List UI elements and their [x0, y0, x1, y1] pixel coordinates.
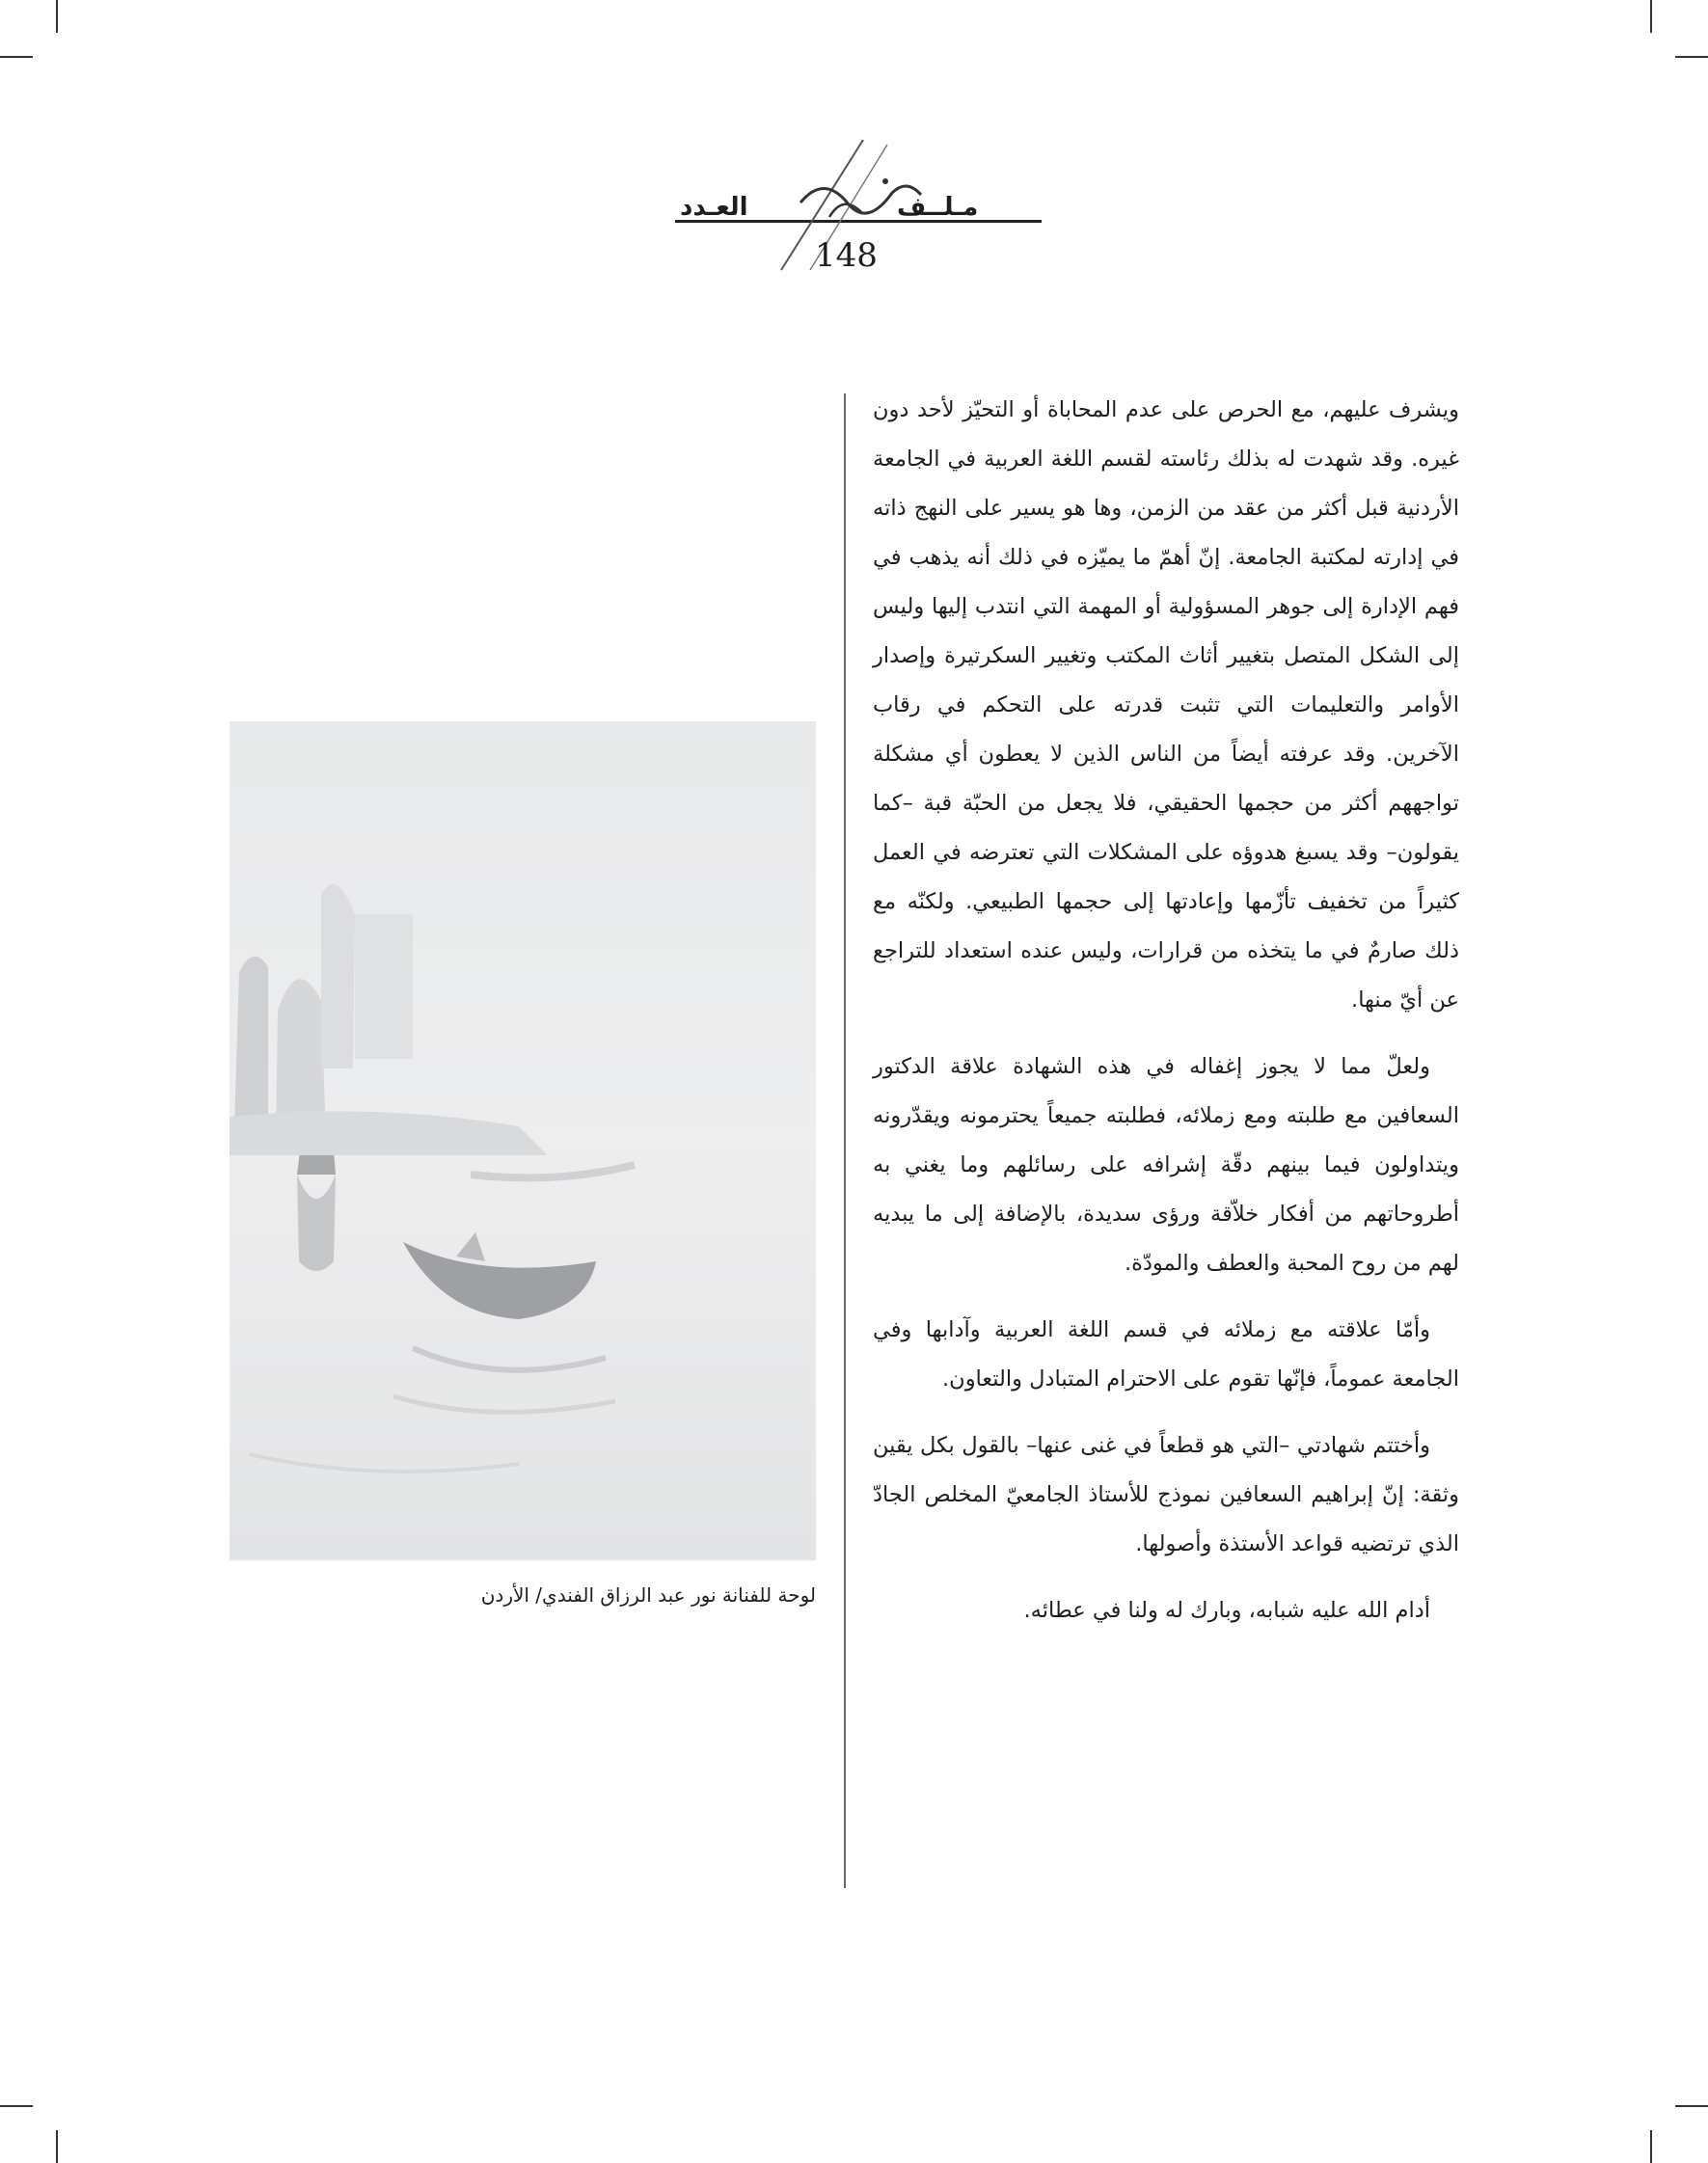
crop-mark: [0, 2105, 33, 2107]
crop-mark: [56, 2130, 58, 2163]
page-number: 148: [815, 236, 878, 275]
crop-mark: [1675, 2105, 1708, 2107]
section-label: مـلــف: [897, 193, 979, 222]
artwork-painting: [230, 721, 816, 1560]
article-paragraph: وأختتم شهادتي –التي هو قطعاً في غنى عنها– بالقول بكل يقين وثقة: إنّ إبراهيم السعافين نموذج للأستاذ الجامعيّ المخلص الجادّ الذي ترتضيه قواعد الأستذة وأصولها.: [873, 1433, 1459, 1556]
article-paragraph: ولعلّ مما لا يجوز إغفاله في هذه الشهادة علاقة الدكتور السعافين مع طلبته ومع زملائه، فطلبته جميعاً يحترمونه ويقدّرونه ويتداولون فيما بينهم دقّة إشرافه على رسائلهم وما يغني به أطروحاتهم من أفكار خلاّقة ورؤى سديدة، بالإضافة إلى ما يبديه لهم من روح المحبة والعطف والمودّة.: [873, 1054, 1459, 1276]
article-paragraph: ويشرف عليهم، مع الحرص على عدم المحاباة أو التحيّز لأحد دون غيره. وقد شهدت له بذلك رئاسته لقسم اللغة العربية في الجامعة الأردنية قبل أكثر من عقد من الزمن، وها هو يسير على النهج ذاته في إدارته لمكتبة الجامعة. إنّ أهمّ ما يميّزه في ذلك أنه يذهب في فهم الإدارة إلى جوهر المسؤولية أو المهمة التي انتدب إليها وليس إلى الشكل المتصل بتغيير أثاث المكتب وتغيير السكرتيرة وإصدار الأوامر والتعليمات التي تثبت قدرته على التحكم في رقاب الآخرين. وقد عرفته أيضاً من الناس الذين لا يعطون أي مشكلة تواجههم أكثر من حجمها الحقيقي، فلا يجعل من الحبّة قبة –كما يقولون– وقد يسبغ هدوؤه على المشكلات التي تعترضه في العمل كثيراً من تخفيف تأزّمها وإعادتها إلى حجمها الطبيعي. ولكنّه مع ذلك صارمٌ في ما يتخذه من قرارات، وليس عنده استعداد للتراجع عن أيّ منها.: [873, 397, 1459, 1013]
crop-mark: [0, 56, 33, 58]
crop-mark: [56, 0, 58, 33]
article-paragraph: وأمّا علاقته مع زملائه في قسم اللغة العربية وآدابها وفي الجامعة عموماً، فإنّها تقوم على الاحترام المتبادل والتعاون.: [873, 1317, 1459, 1392]
crop-mark: [1650, 0, 1652, 33]
article-body: [873, 386, 1459, 1653]
issue-label: العـدد: [680, 193, 748, 222]
column-divider: [844, 393, 846, 1888]
crop-mark: [1650, 2130, 1652, 2163]
figure-caption: لوحة للفنانة نور عبد الرزاق الفندي/ الأردن: [480, 1583, 816, 1607]
crop-mark: [1675, 56, 1708, 58]
article-paragraph: أدام الله عليه شبابه، وبارك له ولنا في عطائه.: [1023, 1598, 1430, 1623]
